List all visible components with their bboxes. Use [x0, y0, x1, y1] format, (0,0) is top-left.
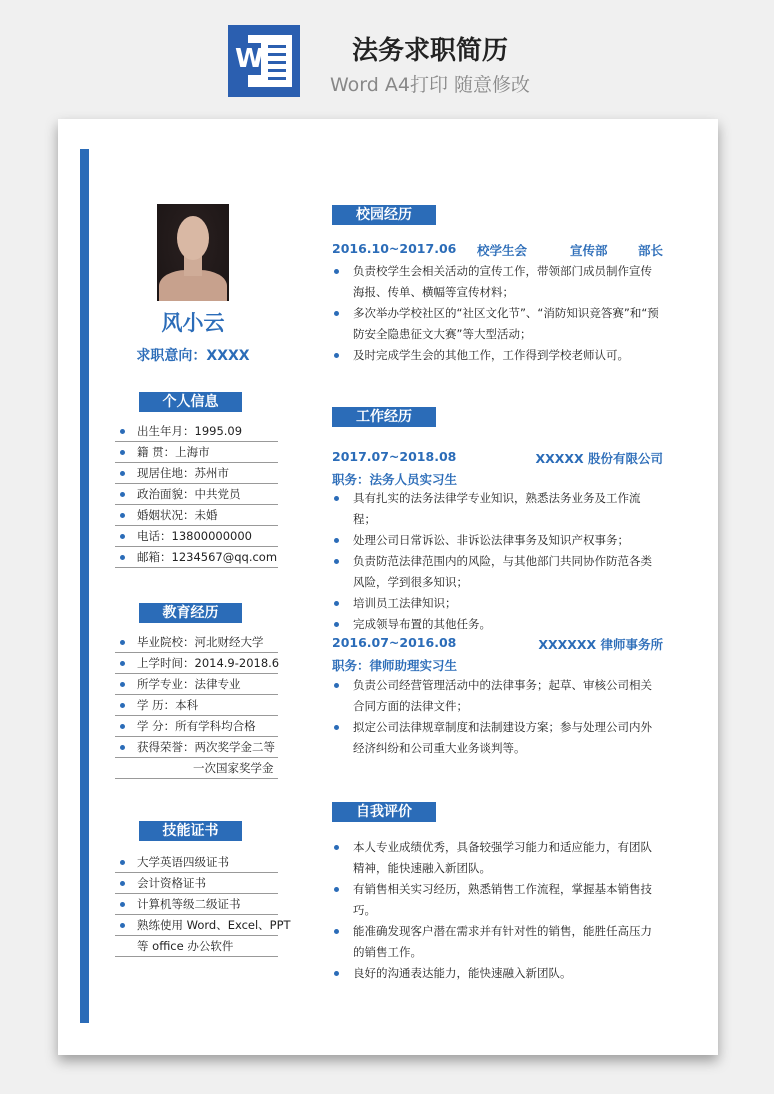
campus-bullets	[332, 261, 663, 366]
list-item: 熟练使用 Word、Excel、PPT	[115, 915, 278, 936]
section-title-skills: 技能证书	[139, 821, 242, 841]
job-date: 2017.07~2018.08	[332, 449, 457, 464]
section-title-personal: 个人信息	[139, 392, 242, 412]
job-intent	[113, 345, 273, 365]
personal-info-list	[115, 421, 278, 568]
job-date: 2016.07~2016.08	[332, 635, 457, 650]
list-item: 完成领导布置的其他任务。	[332, 614, 663, 635]
job-role: 职务：法务人员实习生	[332, 472, 458, 487]
list-item: 本人专业成绩优秀，具备较强学习能力和适应能力，有团队精神，能快速融入新团队。	[332, 837, 663, 879]
profile-photo	[157, 204, 229, 301]
list-item: 负责公司经营管理活动中的法律事务；起草、审核公司相关合同方面的法律文件；	[332, 675, 663, 717]
job-bullets	[332, 675, 663, 759]
list-item: 有销售相关实习经历，熟悉销售工作流程，掌握基本销售技巧。	[332, 879, 663, 921]
header	[0, 0, 774, 110]
job-bullets	[332, 488, 663, 635]
list-item: 等 office 办公软件	[115, 936, 278, 957]
list-item: 籍 贯：上海市	[115, 442, 278, 463]
job-role: 职务：律师助理实习生	[332, 658, 458, 673]
campus-date: 2016.10~2017.06	[332, 241, 457, 256]
list-item: 具有扎实的法务法律学专业知识，熟悉法务业务及工作流程；	[332, 488, 663, 530]
list-item: 所学专业：法律专业	[115, 674, 278, 695]
left-accent-bar	[80, 149, 89, 1023]
job-intent-label: 求职意向：	[136, 348, 207, 364]
list-item: 会计资格证书	[115, 873, 278, 894]
resume-page	[58, 119, 718, 1055]
candidate-name: 风小云	[161, 311, 225, 335]
list-item: 培训员工法律知识；	[332, 593, 663, 614]
page-title: 法务求职简历	[351, 36, 508, 66]
campus-org: 校学生会	[477, 243, 528, 258]
page-subtitle: Word A4打印 随意修改	[329, 74, 530, 96]
job-company: XXXXXX 律师事务所	[538, 637, 663, 652]
list-item: 政治面貌：中共党员	[115, 484, 278, 505]
list-item: 学 历：本科	[115, 695, 278, 716]
list-item: 学 分：所有学科均合格	[115, 716, 278, 737]
list-item: 负责校学生会相关活动的宣传工作，带领部门成员制作宣传海报、传单、横幅等宣传材料；	[332, 261, 663, 303]
section-title-self-evaluation: 自我评价	[332, 802, 436, 822]
section-title-campus: 校园经历	[332, 205, 436, 225]
job-header	[332, 635, 663, 653]
list-item: 及时完成学生会的其他工作，工作得到学校老师认可。	[332, 345, 663, 366]
job-intent-value: XXXX	[206, 348, 250, 364]
list-item: 处理公司日常诉讼、非诉讼法律事务及知识产权事务；	[332, 530, 663, 551]
education-list	[115, 632, 278, 779]
campus-position: 部长	[637, 243, 663, 258]
list-item: 计算机等级二级证书	[115, 894, 278, 915]
job-header	[332, 449, 663, 467]
list-item: 出生年月：1995.09	[115, 421, 278, 442]
section-title-education: 教育经历	[139, 603, 242, 623]
job-company: XXXXX 股份有限公司	[535, 451, 663, 466]
campus-dept: 宣传部	[570, 243, 608, 258]
word-app-icon	[228, 25, 300, 97]
list-item: 拟定公司法律规章制度和法制建设方案；参与处理公司内外经济纠纷和公司重大业务谈判等。	[332, 717, 663, 759]
list-item: 毕业院校：河北财经大学	[115, 632, 278, 653]
word-letter: W	[235, 44, 264, 74]
list-item: 现居住地：苏州市	[115, 463, 278, 484]
list-item: 能准确发现客户潜在需求并有针对性的销售，能胜任高压力的销售工作。	[332, 921, 663, 963]
list-item: 大学英语四级证书	[115, 852, 278, 873]
section-title-work: 工作经历	[332, 407, 436, 427]
campus-header	[332, 241, 663, 259]
list-item: 邮箱：1234567@qq.com	[115, 547, 278, 568]
list-item: 良好的沟通表达能力，能快速融入新团队。	[332, 963, 663, 984]
list-item: 多次举办学校社区的“社区文化节”、“消防知识竞答赛”和“预防安全隐患征文大赛”等大型活动；	[332, 303, 663, 345]
list-item: 一次国家奖学金	[115, 758, 278, 779]
list-item: 上学时间：2014.9-2018.6	[115, 653, 278, 674]
skills-list	[115, 852, 291, 957]
list-item: 获得荣誉：两次奖学金二等	[115, 737, 278, 758]
list-item: 婚姻状况：未婚	[115, 505, 278, 526]
list-item: 电话：13800000000	[115, 526, 278, 547]
list-item: 负责防范法律范围内的风险，与其他部门共同协作防范各类风险，学到很多知识；	[332, 551, 663, 593]
self-evaluation-bullets	[332, 837, 663, 984]
